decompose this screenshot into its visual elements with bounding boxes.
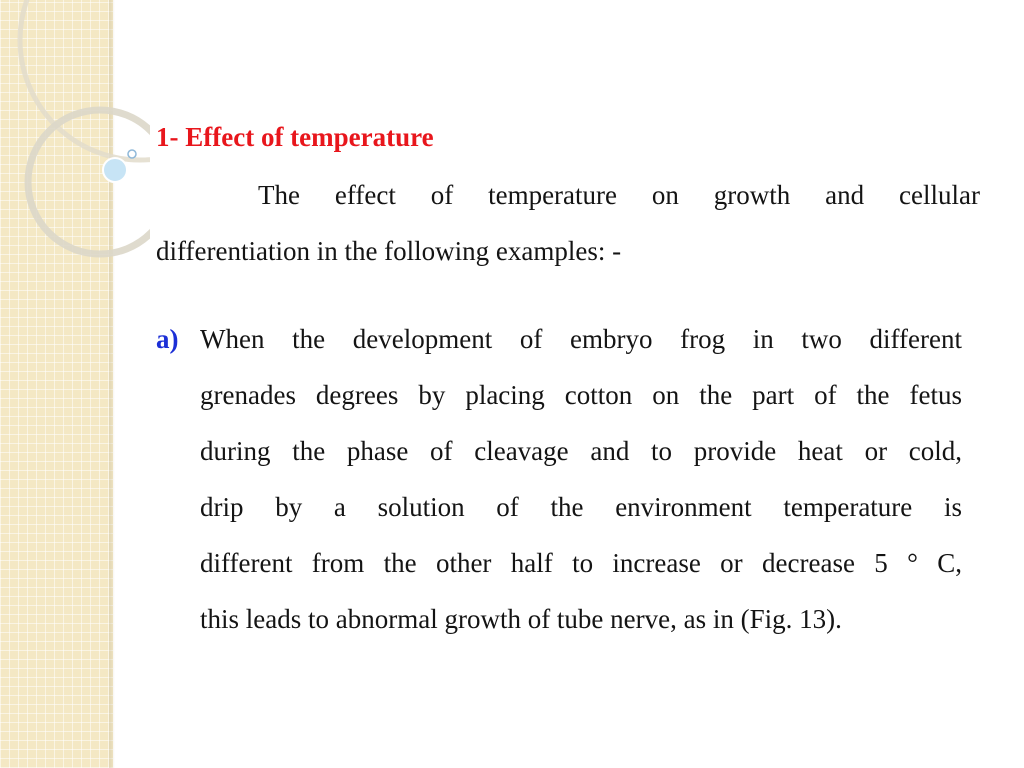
item-a-line-3: during the phase of cleavage and to provide heat or cold, bbox=[200, 436, 962, 466]
decorative-rings bbox=[0, 0, 150, 260]
section-heading: 1- Effect of temperature bbox=[156, 122, 434, 152]
blue-bubble bbox=[103, 158, 127, 182]
item-a-line-1: When the development of embryo frog in two different bbox=[200, 324, 962, 354]
intro-line-1: The effect of temperature on growth and cellular bbox=[258, 180, 980, 210]
small-dot-ring bbox=[128, 150, 136, 158]
item-a-line-5: different from the other half to increase or decrease 5 ° C, bbox=[200, 548, 962, 578]
item-a-marker: a) bbox=[156, 324, 179, 354]
item-a-line-6: this leads to abnormal growth of tube nerve, as in (Fig. 13). bbox=[200, 604, 842, 634]
item-a-line-2: grenades degrees by placing cotton on the part of the fetus bbox=[200, 380, 962, 410]
medium-ring bbox=[28, 110, 150, 254]
intro-line-2: differentiation in the following examples: - bbox=[156, 236, 622, 266]
item-a-line-4: drip by a solution of the environment temperature is bbox=[200, 492, 962, 522]
large-ring bbox=[20, 0, 150, 160]
